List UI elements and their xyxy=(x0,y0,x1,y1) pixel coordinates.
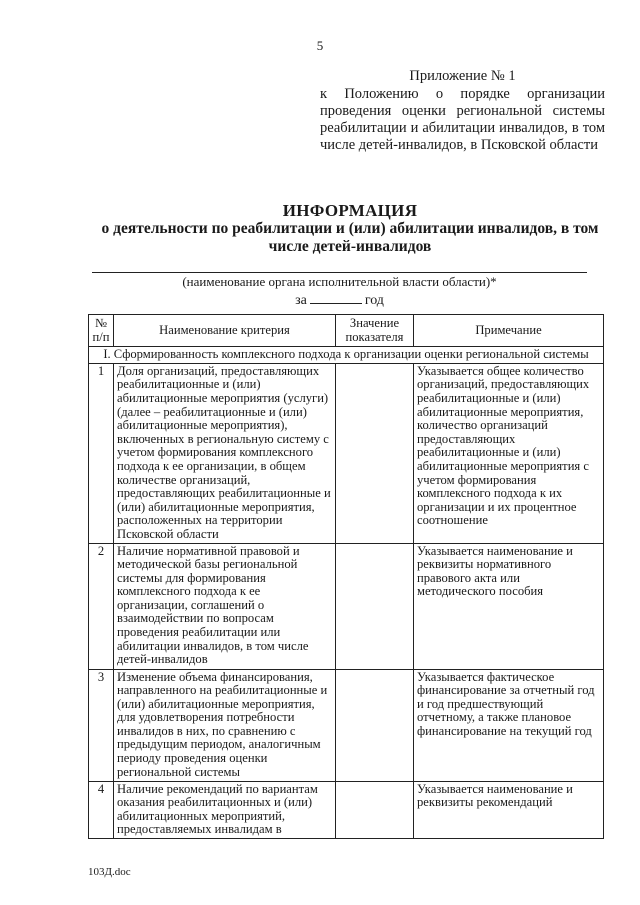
table-row xyxy=(89,669,604,781)
file-name: 103Д.doc xyxy=(88,866,131,878)
appendix-title: Приложение № 1 xyxy=(409,68,516,84)
row-num: 3 xyxy=(89,669,114,781)
row-criterion: Доля организаций, предоставляющих реабилитационные и (или) абилитационные мероприятия (услуги) (далее – реабилитационные и (или) абилитационные мероприятия), включенных в региональную систему с учетом формирования комплексного подхода к ее организации, в общем количестве организаций, предоставляющих реабилитационные и (или) абилитационные мероприятия, расположенных на территории Псковской области xyxy=(114,363,336,543)
header-criterion: Наименование критерия xyxy=(114,315,336,347)
row-num: 4 xyxy=(89,781,114,838)
header-value: Значение показателя xyxy=(336,315,414,347)
criteria-table xyxy=(88,314,604,839)
row-value xyxy=(336,543,414,669)
appendix-text: к Положению о порядке организации проведения оценки региональной системы реабилитации и абилитации инвалидов, в том числе детей-инвалидов, в Псковской области xyxy=(320,86,605,153)
row-note: Указывается наименование и реквизиты рекомендаций xyxy=(414,781,604,838)
table-row xyxy=(89,781,604,838)
row-criterion: Наличие рекомендаций по вариантам оказания реабилитационных и (или) абилитационных мероприятий, предоставляемых инвалидам в xyxy=(114,781,336,838)
row-num: 2 xyxy=(89,543,114,669)
row-note: Указывается общее количество организаций, предоставляющих реабилитационные и (или) абилитационные мероприятия, количество организаций предоставляющих реабилитационные и (или) абилитационные мероприятия с учетом формирования комплексного подхода к их организации и их процентное соотношение xyxy=(414,363,604,543)
year-line xyxy=(92,291,587,309)
section-row xyxy=(89,347,604,364)
row-value xyxy=(336,363,414,543)
document-heading xyxy=(100,202,600,256)
table-header-row xyxy=(89,315,604,347)
row-num: 1 xyxy=(89,363,114,543)
year-blank xyxy=(310,291,362,304)
document-subtitle: о деятельности по реабилитации и (или) абилитации инвалидов, в том числе детей-инвалидов xyxy=(101,220,599,255)
row-criterion: Наличие нормативной правовой и методической базы региональной системы для формирования комплексного подхода к ее организации, соглашений о взаимодействии по вопросам проведения реабилитации или абилитации инвалидов, в том числе детей-инвалидов xyxy=(114,543,336,669)
year-suffix: год xyxy=(364,293,384,308)
page-number: 5 xyxy=(316,38,324,53)
section-title: I. Сформированность комплексного подхода к организации оценки региональной системы xyxy=(89,347,604,364)
table-row xyxy=(89,363,604,543)
header-num: № п/п xyxy=(89,315,114,347)
row-criterion: Изменение объема финансирования, направленного на реабилитационные и (или) абилитационные мероприятия, для удовлетворения потребности инвалидов в них, по сравнению с предыдущим периодом, аналогичным периоду проведения оценки региональной системы xyxy=(114,669,336,781)
header-note: Примечание xyxy=(414,315,604,347)
org-name-line xyxy=(92,272,587,273)
appendix-block xyxy=(320,68,605,154)
table-row xyxy=(89,543,604,669)
row-value xyxy=(336,781,414,838)
org-name-hint: (наименование органа исполнительной власти области)* xyxy=(182,274,497,289)
year-prefix: за xyxy=(295,293,307,308)
row-note: Указывается наименование и реквизиты нормативного правового акта или методического пособия xyxy=(414,543,604,669)
document-title: ИНФОРМАЦИЯ xyxy=(282,201,418,220)
row-note: Указывается фактическое финансирование за отчетный год и год предшествующий отчетному, а также плановое финансирование на текущий год xyxy=(414,669,604,781)
row-value xyxy=(336,669,414,781)
